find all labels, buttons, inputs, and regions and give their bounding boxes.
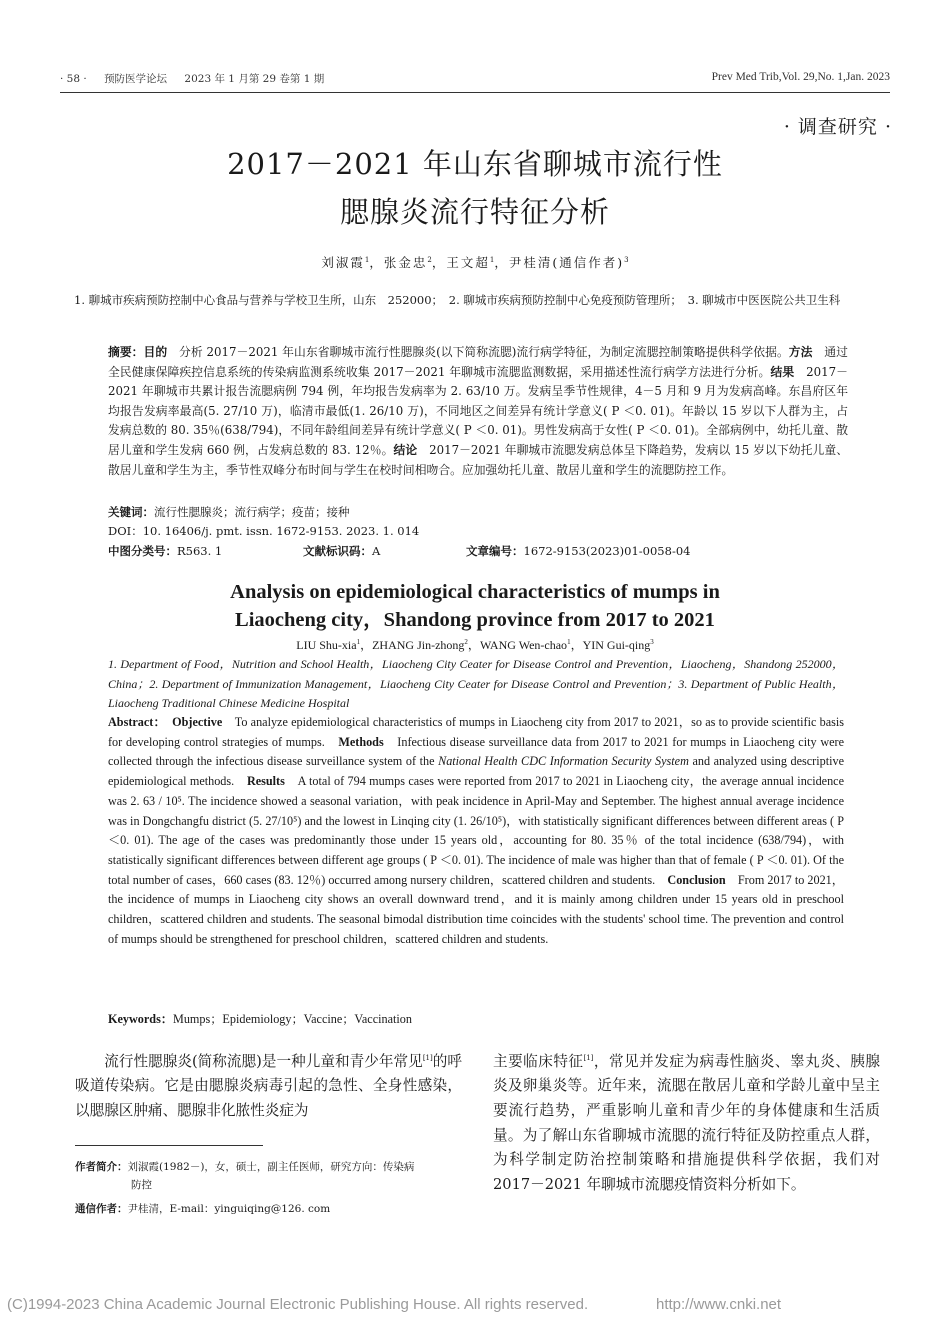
section-label: · 调查研究 · <box>783 116 892 138</box>
author-affil-mark: 2 <box>427 255 432 264</box>
title-cn-line1: 2017－2021 年山东省聊城市流行性 <box>227 147 723 181</box>
author-bio <box>75 1158 462 1194</box>
methods-en-text: Infectious disease surveillance data from 2017 to 2021 for mumps in Liaocheng city were collected through the infectious disease surveillance system of the <box>108 734 845 769</box>
author-affil-mark: 3 <box>650 638 654 646</box>
author-name-en: LIU Shu-xia <box>296 638 357 652</box>
citation-ref[interactable]: [1] <box>422 1054 433 1062</box>
article-no-label: 文章编号： <box>466 544 524 558</box>
abstract-cn <box>108 343 848 480</box>
methods-text: 通过全民健康保障疾控信息系统的传染病监测系统收集 2017－2021 年聊城市流腮监测数据，采用描述性流行病学方法进行分析。 <box>108 345 848 379</box>
author-affil-mark: 1 <box>567 638 571 646</box>
authors-cn: 刘淑霞$^1$，张金忠$^2$，王文超$^1$，尹桂清(通信作者)$^3$ <box>321 255 629 270</box>
bio-text: 刘淑霞(1982－)，女，硕士，副主任医师，研究方向：传染病 <box>127 1161 415 1173</box>
keywords-en-label: Keywords： <box>108 1012 173 1026</box>
methods-en-text-end: and analyzed using descriptive epidemiological methods. <box>108 754 844 789</box>
body-text: 的呼吸道传染病。它是由腮腺炎病毒引起的急性、全身性感染，以腮腺区肿痛、腮腺非化脓性炎症为 <box>75 1052 462 1120</box>
title-cn-line2: 腮腺炎流行特征分析 <box>339 195 610 229</box>
bio-text-cont: 防控 <box>131 1179 152 1191</box>
keywords-cn <box>108 504 848 520</box>
results-label: 结果 <box>770 364 795 379</box>
keywords-en-text: Mumps；Epidemiology；Vaccine；Vaccination <box>173 1012 412 1026</box>
body-text: 主要临床特征 <box>493 1052 584 1070</box>
article-no-value: 1672-9153(2023)01-0058-04 <box>523 544 691 558</box>
objective-text: 分析 2017－2021 年山东省聊城市流行性腮腺炎(以下简称流腮)流行病学特征，为制定流腮控制策略提供科学依据。 <box>167 345 789 359</box>
copyright-text: (C)1994-2023 China Academic Journal Electronic Publishing House. All rights reserved. <box>7 1296 589 1313</box>
system-name: National Health CDC Information Security System <box>438 754 689 769</box>
body-text: 流行性腮腺炎(简称流腮)是一种儿童和青少年常见 <box>104 1052 423 1070</box>
corr-label: 通信作者： <box>75 1203 128 1215</box>
page-number: · 58 · <box>60 73 87 85</box>
clc-label: 中图分类号： <box>108 544 177 558</box>
author-name-en: ZHANG Jin-zhong <box>372 638 465 652</box>
author-affil-mark: 2 <box>464 638 468 646</box>
title-cn <box>0 140 950 236</box>
conclusion-en-text: From 2017 to 2021，the incidence of mumps in Liaocheng city shows an overall downward trend，and it is mainly among children under 15 years old in preschool children，scattered children and students. The seasonal bimodal distribution time coincides with the students' school time. The prevention and control of mumps should be strengthened for preschool children，scattered children and students. <box>108 872 844 946</box>
affiliation-cn: 1. 聊城市疾病预防控制中心食品与营养与学校卫生所，山东 252000； 2. 聊城市疾病预防控制中心免疫预防管理所； 3. 聊城市中医医院公共卫生科 <box>74 293 841 307</box>
methods-label: 方法 <box>788 345 813 359</box>
body-text: ，常见并发症为病毒性脑炎、睾丸炎、胰腺炎及卵巢炎等。近年来，流腮在散居儿童和学龄儿童中呈主要流行趋势，严重影响儿童和青少年的身体健康和生活质量。为了解山东省聊城市流腮的流行特征及防控重点人群，为科学制定防治控制策略和措施提供科学依据，我们对 2017－2021 年聊城市流腮疫情资料分析如下。 <box>493 1052 880 1193</box>
abstract-label: 摘要： <box>108 345 144 359</box>
abstract-en <box>108 713 844 949</box>
title-en-line1: Analysis on epidemiological characteristics of mumps in <box>230 581 720 603</box>
results-en-text: A total of 794 mumps cases were reported from 2017 to 2021 in Liaocheng city，the average annual incidence was 2. 63 / 10⁵. The incidence showed a seasonal variation，with peak incidence in April-May and September. The highest annual average incidence was in Dongchangfu district (5. 27/10⁵) and the lowest in Linqing city (1. 26/10⁵)，with statistically significant differences between different areas ( P ＜0. 01). The age of the cases was predominantly those under 15 years old，accounting for 80. 35％ of the total incidence (638/794)，with statistically significant differences between different age groups ( P ＜0. 01). The incidence of male was higher than that of female ( P ＜0. 01). Of the total number of cases，660 cases (83. 12％) occurred among nursery children，scattered children and students. <box>108 774 844 887</box>
objective-en-label: Objective <box>172 715 223 729</box>
author-name: 刘淑霞 <box>321 255 365 270</box>
keywords-label: 关键词： <box>108 505 154 519</box>
author-affil-mark: 1 <box>356 638 361 646</box>
journal-name-cn: 预防医学论坛 <box>104 73 168 85</box>
results-en-label: Results <box>246 774 285 789</box>
title-en <box>0 578 950 634</box>
bio-label: 作者简介： <box>75 1161 128 1173</box>
doc-code-value: A <box>372 544 381 558</box>
authors-en: LIU Shu-xia$^1$，ZHANG Jin-zhong$^2$，WANG Wen-chao$^1$，YIN Gui-qing$^3$ <box>296 638 654 652</box>
body-left-column <box>75 1046 462 1124</box>
doc-code-label: 文献标识码： <box>303 544 372 558</box>
author-affil-mark: 3 <box>624 255 629 264</box>
abstract-en-label: Abstract： <box>108 715 160 729</box>
author-name: 张金忠 <box>383 255 428 270</box>
issue-cn: 2023 年 1 月第 29 卷第 1 期 <box>184 73 325 85</box>
author-name: 王文超 <box>446 255 490 270</box>
citation-ref[interactable]: [1] <box>583 1054 594 1062</box>
conclusion-text: 2017－2021 年聊城市流腮发病总体呈下降趋势，发病以 15 岁以下幼托儿童、散居儿童和学生为主，季节性双峰分布时间与学生在校时间相吻合。应加强幼托儿童、散居儿童和学生的流腮防控工作。 <box>108 442 848 477</box>
keywords-en <box>108 1010 844 1027</box>
methods-en-label: Methods <box>338 734 384 749</box>
doi: DOI：10. 16406/j. pmt. issn. 1672-9153. 2023. 1. 014 <box>108 524 420 538</box>
header-rule <box>60 92 890 93</box>
running-header-left <box>60 71 338 86</box>
author-name-en: WANG Wen-chao <box>479 638 568 652</box>
journal-citation-en: Prev Med Trib,Vol. 29,No. 1,Jan. 2023 <box>711 71 890 83</box>
author-affil-mark: 1 <box>364 255 370 264</box>
author-name: 尹桂清(通信作者) <box>508 255 625 270</box>
classification-row <box>108 543 848 559</box>
title-en-line2: Liaocheng city，Shandong province from 2017 to 2021 <box>235 609 715 631</box>
corresponding-author <box>75 1200 462 1218</box>
author-name-en: YIN Gui-qing <box>582 638 651 652</box>
cnki-link[interactable]: http://www.cnki.net <box>656 1296 782 1313</box>
body-right-column <box>493 1046 880 1197</box>
author-affil-mark: 1 <box>489 255 495 264</box>
objective-en-text: To analyze epidemiological characteristics of mumps in Liaocheng city from 2017 to 2021，so as to provide scientific basis for developing control strategies of mumps. <box>108 715 844 749</box>
footnote-rule <box>75 1145 263 1146</box>
results-text: 2017－2021 年聊城市共累计报告流腮病例 794 例，年均报告发病率为 2. 63/10 万。发病呈季节性规律，4－5 月和 9 月为发病高峰。东昌府区年均报告发病率最高(5. 27/10 万)，临清市最低(1. 26/10 万)，不同地区之间差异有统计学意义( P ＜0. 01)。年龄以 15 岁以下人群为主，占发病总数的 80. 35％(638/794)，不同年龄组间差异有统计学意义( P ＜0. 01)。男性发病高于女性( P ＜0. 01)。全部病例中，幼托儿童、散居儿童和学生发病 660 例，占发病总数的 83. 12％。 <box>108 364 848 457</box>
conclusion-en-label: Conclusion <box>667 872 726 887</box>
keywords-text: 流行性腮腺炎；流行病学；疫苗；接种 <box>154 505 350 519</box>
conclusion-label: 结论 <box>393 442 418 457</box>
affiliation-en: 1. Department of Food，Nutrition and School Health，Liaocheng City Ceater for Disease Control and Prevention，Liaocheng，Shandong 252000，China；2. Department of Immunization Management，Liaocheng City Ceater for Disease Control and Prevention；3. Department of Public Health，Liaocheng Traditional Chinese Medicine Hospital <box>108 657 844 711</box>
clc-value: R563. 1 <box>177 544 223 558</box>
objective-label: 目的 <box>143 345 168 359</box>
corr-text[interactable]: 尹桂清，E-mail：yinguiqing@126. com <box>127 1203 331 1215</box>
